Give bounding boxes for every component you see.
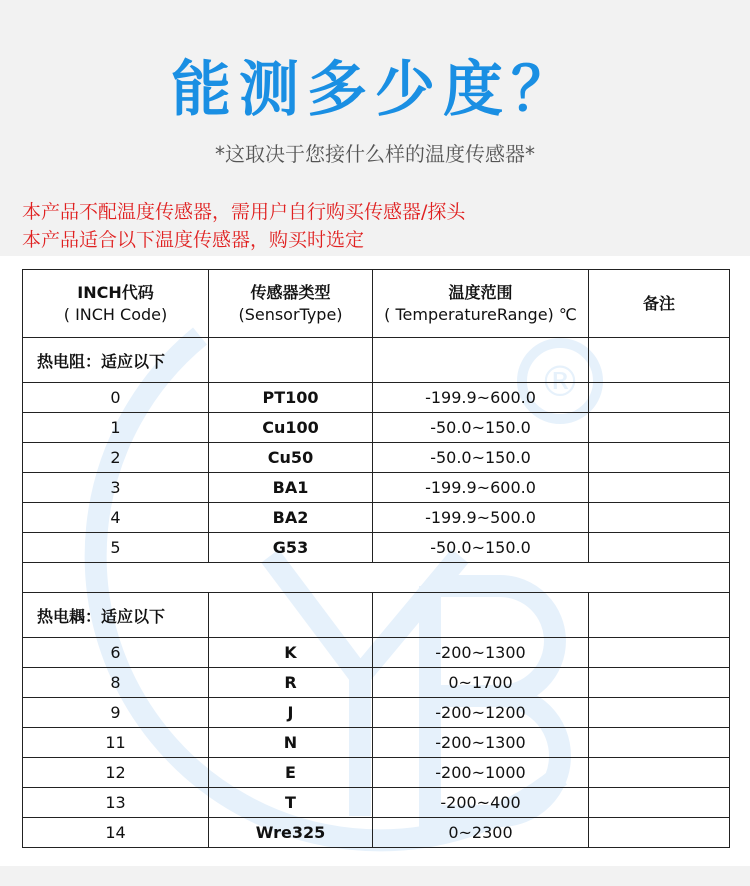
range-cell: -199.9~500.0 xyxy=(373,503,589,533)
sensor-cell: Cu100 xyxy=(209,413,373,443)
sensor-cell: E xyxy=(209,758,373,788)
remark-cell xyxy=(589,758,730,788)
header-range-sub: ( TemperatureRange) ℃ xyxy=(384,304,577,324)
table-row xyxy=(23,758,730,788)
remark-cell xyxy=(589,668,730,698)
notice-no-sensor: 本产品不配温度传感器，需用户自行购买传感器/探头 xyxy=(22,201,466,223)
sensor-cell: G53 xyxy=(209,533,373,563)
header-code xyxy=(23,270,209,338)
code-cell: 4 xyxy=(23,503,209,533)
range-cell: -50.0~150.0 xyxy=(373,533,589,563)
table-row xyxy=(23,533,730,563)
group-empty-cell xyxy=(589,593,730,638)
range-cell: -199.9~600.0 xyxy=(373,383,589,413)
group-label: 热电耦：适应以下 xyxy=(23,593,209,638)
code-cell: 8 xyxy=(23,668,209,698)
sensor-spec-table xyxy=(22,269,730,848)
sensor-cell: BA1 xyxy=(209,473,373,503)
code-cell: 1 xyxy=(23,413,209,443)
group-empty-cell xyxy=(373,338,589,383)
group-empty-cell xyxy=(373,593,589,638)
code-cell: 9 xyxy=(23,698,209,728)
code-cell: 3 xyxy=(23,473,209,503)
page-title: 能测多少度？ xyxy=(171,55,579,125)
group-empty-cell xyxy=(209,593,373,638)
sensor-cell: K xyxy=(209,638,373,668)
header-sensor xyxy=(209,270,373,338)
code-cell: 6 xyxy=(23,638,209,668)
range-cell: -200~1000 xyxy=(373,758,589,788)
code-cell: 12 xyxy=(23,758,209,788)
spacer-cell xyxy=(23,563,730,593)
header-sensor-title: 传感器类型 xyxy=(250,282,331,302)
table-row xyxy=(23,443,730,473)
header-remark-title: 备注 xyxy=(642,293,675,313)
remark-cell xyxy=(589,638,730,668)
range-cell: -200~400 xyxy=(373,788,589,818)
range-cell: -50.0~150.0 xyxy=(373,413,589,443)
sensor-table-card xyxy=(0,256,750,866)
remark-cell xyxy=(589,413,730,443)
range-cell: -200~1300 xyxy=(373,638,589,668)
notice-compatible: 本产品适合以下温度传感器，购买时选定 xyxy=(22,229,365,251)
header-code-title: INCH代码 xyxy=(77,282,154,302)
table-row xyxy=(23,638,730,668)
sensor-cell: R xyxy=(209,668,373,698)
code-cell: 11 xyxy=(23,728,209,758)
remark-cell xyxy=(589,728,730,758)
sensor-cell: J xyxy=(209,698,373,728)
group-header-row xyxy=(23,338,730,383)
table-row xyxy=(23,728,730,758)
table-row xyxy=(23,413,730,443)
code-cell: 2 xyxy=(23,443,209,473)
header-range xyxy=(373,270,589,338)
remark-cell xyxy=(589,473,730,503)
group-empty-cell xyxy=(209,338,373,383)
table-row xyxy=(23,383,730,413)
range-cell: 0~1700 xyxy=(373,668,589,698)
sensor-cell: N xyxy=(209,728,373,758)
page-subtitle: *这取决于您接什么样的温度传感器* xyxy=(215,142,535,166)
table-header-row xyxy=(23,270,730,338)
group-empty-cell xyxy=(589,338,730,383)
table-row xyxy=(23,788,730,818)
spacer-row xyxy=(23,563,730,593)
remark-cell xyxy=(589,503,730,533)
remark-cell xyxy=(589,533,730,563)
group-header-row xyxy=(23,593,730,638)
remark-cell xyxy=(589,443,730,473)
range-cell: -50.0~150.0 xyxy=(373,443,589,473)
group-label: 热电阻：适应以下 xyxy=(23,338,209,383)
code-cell: 13 xyxy=(23,788,209,818)
table-row xyxy=(23,698,730,728)
remark-cell xyxy=(589,818,730,848)
registered-mark-letter: ® xyxy=(539,357,581,406)
sensor-cell: Wre325 xyxy=(209,818,373,848)
code-cell: 0 xyxy=(23,383,209,413)
remark-cell xyxy=(589,383,730,413)
table-row xyxy=(23,503,730,533)
sensor-cell: Cu50 xyxy=(209,443,373,473)
sensor-cell: PT100 xyxy=(209,383,373,413)
header-code-sub: ( INCH Code) xyxy=(63,304,168,324)
table-row xyxy=(23,818,730,848)
range-cell: -200~1200 xyxy=(373,698,589,728)
remark-cell xyxy=(589,698,730,728)
table-row xyxy=(23,473,730,503)
header-range-title: 温度范围 xyxy=(448,282,513,302)
range-cell: 0~2300 xyxy=(373,818,589,848)
range-cell: -200~1300 xyxy=(373,728,589,758)
code-cell: 5 xyxy=(23,533,209,563)
sensor-cell: T xyxy=(209,788,373,818)
header-remark xyxy=(589,270,730,338)
code-cell: 14 xyxy=(23,818,209,848)
remark-cell xyxy=(589,788,730,818)
sensor-cell: BA2 xyxy=(209,503,373,533)
table-row xyxy=(23,668,730,698)
header-sensor-sub: (SensorType) xyxy=(238,304,343,324)
range-cell: -199.9~600.0 xyxy=(373,473,589,503)
